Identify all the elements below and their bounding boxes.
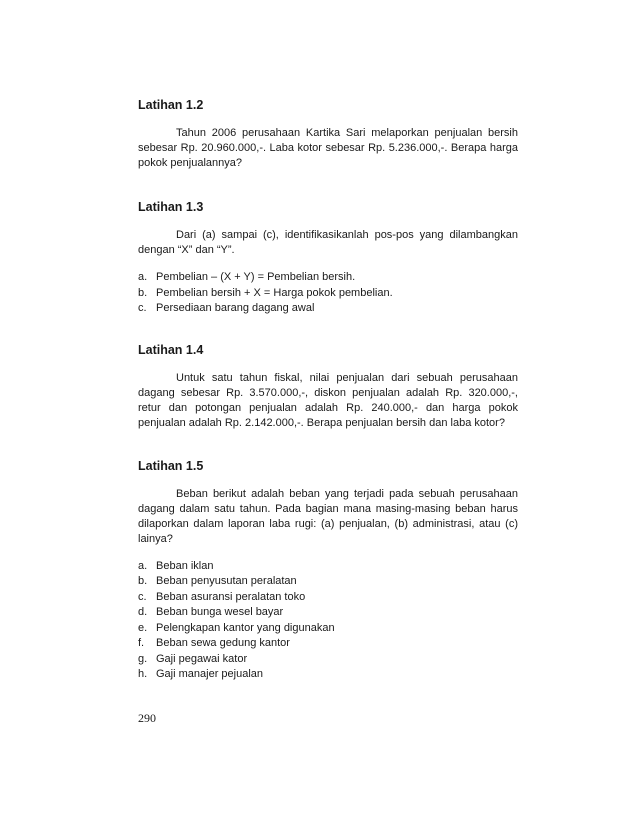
list-item [138,621,518,637]
list-item-label: c. [138,590,147,603]
list-item-text: Beban penyusutan peralatan [156,575,297,587]
section-paragraph: Tahun 2006 perusahaan Kartika Sari melaporkan penjualan bersih sebesar Rp. 20.960.000,-. Laba kotor sebesar Rp. 5.236.000,-. Berapa harga pokok penjualannya? [138,127,518,169]
list-item-label: b. [138,286,148,299]
section-latihan-1-3 [138,200,518,317]
list-item-label: b. [138,575,148,587]
list-item-text: Gaji manajer pejualan [156,668,264,680]
list-item-label: h. [138,668,148,680]
list-item-text: Pelengkapan kantor yang digunakan [156,621,335,634]
section-heading: Latihan 1.4 [138,342,204,357]
section-latihan-1-5 [138,459,518,683]
section-paragraph: Dari (a) sampai (c), identifikasikanlah pos-pos yang dilambangkan dengan “X” dan “Y”. [138,229,518,256]
list-item [138,636,518,652]
answer-list [138,270,518,317]
list-item [138,605,518,621]
list-item [138,286,518,302]
list-item-label: f. [138,637,145,649]
section-heading: Latihan 1.2 [138,98,204,112]
list-item-label: e. [138,621,148,634]
section-heading: Latihan 1.3 [138,200,204,214]
list-item-text: Beban sewa gedung kantor [156,637,290,649]
expense-list [138,559,518,683]
list-item-label: a. [138,271,148,283]
list-item-text: Pembelian – (X + Y) = Pembelian bersih. [156,271,356,283]
list-item-label: c. [138,302,147,314]
page-number: 290 [138,711,156,725]
list-item-text: Pembelian bersih + X = Harga pokok pembelian. [156,286,393,299]
list-item [138,559,518,575]
list-item-text: Beban bunga wesel bayar [156,606,284,618]
section-paragraph: Beban berikut adalah beban yang terjadi pada sebuah perusahaan dagang dalam satu tahun. Pada bagian mana masing-masing beban harus dilaporkan dalam laporan laba rugi: (a) penjualan, (b) administrasi, atau (c) lainya? [138,487,518,545]
list-item-label: a. [138,559,148,572]
section-paragraph: Untuk satu tahun fiskal, nilai penjualan dari sebuah perusahaan dagang sebesar Rp. 3.570.000,-, diskon penjualan adalah Rp. 320.000,-, retur dan potongan penjualan adalah Rp. 240.000,- dan harga pokok penjualan adalah Rp. 2.142.000,-. Berapa penjualan bersih dan laba kotor? [138,371,518,429]
section-latihan-1-4 [138,343,518,431]
list-item-text: Gaji pegawai kator [156,652,248,665]
document-body [138,98,518,683]
list-item [138,574,518,590]
list-item [138,270,518,286]
list-item-text: Persediaan barang dagang awal [156,302,315,314]
section-heading: Latihan 1.5 [138,458,204,473]
list-item-text: Beban asuransi peralatan toko [156,590,306,603]
list-item-label: d. [138,606,148,618]
list-item-text: Beban iklan [156,559,214,572]
list-item [138,590,518,606]
section-latihan-1-2 [138,98,518,171]
list-item-label: g. [138,652,148,665]
list-item [138,652,518,668]
list-item [138,301,518,317]
list-item [138,667,518,683]
